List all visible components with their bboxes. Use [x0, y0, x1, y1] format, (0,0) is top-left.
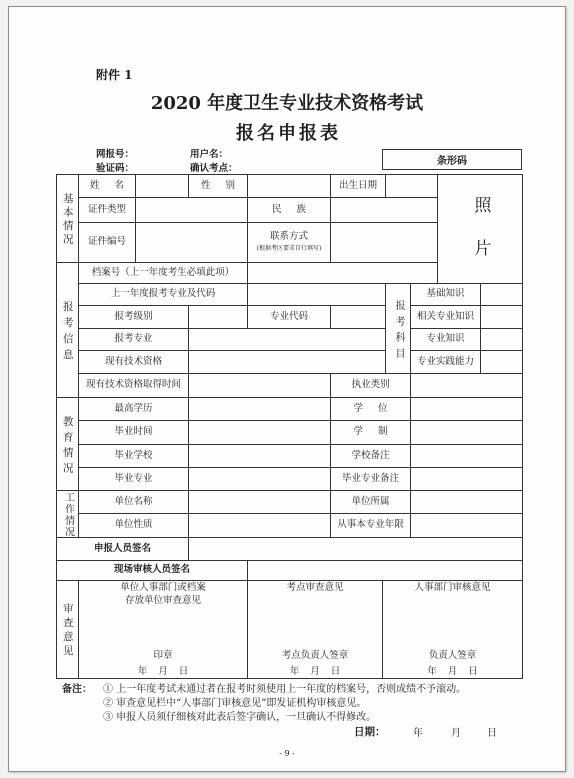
education-right-label: 学 位 [353, 402, 388, 414]
contact-note: (根据考区要求自行填写) [256, 245, 322, 253]
note-item: ① 上一年度考试未通过者在报考时须使用上一年度的档案号，否则成绩不予滚动。 [103, 684, 467, 695]
onsite-reviewer-signature-label-cell [57, 561, 248, 581]
work-left-label-cell [79, 491, 189, 514]
gender-label: 性 别 [200, 179, 236, 191]
verification-code-label: 验证码： [96, 163, 135, 174]
employer-review-cell [79, 581, 248, 679]
onsite-reviewer-signature-label: 现场审核人员签名 [113, 564, 190, 576]
attachment-label: 附件 1 [96, 68, 133, 82]
subject-field [481, 284, 523, 306]
work-left-label: 单位性质 [114, 519, 153, 531]
gender-field [248, 175, 331, 198]
education-left-label: 毕业学校 [114, 449, 153, 461]
hr-review-date: 年 月 日 [427, 666, 478, 677]
ethnicity-label: 民 族 [271, 203, 307, 215]
work-right-field [411, 514, 523, 538]
work-left-field [189, 514, 331, 538]
review-section-label: 审查意见 [61, 603, 74, 660]
work-right-label: 单位所属 [351, 495, 390, 507]
subject-label: 基础知识 [426, 288, 465, 300]
current-qualification-label: 现有技术资格 [104, 355, 162, 367]
level-label-cell [79, 306, 189, 329]
work-right-field [411, 491, 523, 514]
education-right-field [411, 445, 523, 468]
archive-no-label-cell [79, 263, 248, 284]
education-right-label-cell [331, 445, 411, 468]
qualification-date-label-cell [79, 374, 189, 398]
contact-label-cell [248, 223, 331, 263]
hr-review-heading: 人事部门审核意见 [414, 582, 491, 593]
subject-label: 专业实践能力 [416, 355, 474, 367]
practice-category-label: 执业类别 [351, 379, 390, 391]
photo-box [438, 175, 523, 284]
education-left-label: 毕业时间 [114, 426, 153, 438]
applicant-signature-label-cell [57, 538, 189, 561]
subjects-label: 报考科目 [393, 299, 404, 364]
education-left-field [189, 398, 331, 421]
date-year-label: 年 [413, 728, 423, 739]
exam-site-signature-label: 考点负责人签章 [281, 650, 349, 661]
hr-signature-label: 负责人签章 [428, 650, 477, 661]
form-title-line1: 2020 年度卫生专业技术资格考试 [150, 93, 424, 114]
subject-label: 相关专业知识 [416, 310, 474, 322]
applicant-signature-field [189, 538, 523, 561]
education-left-label: 最高学历 [114, 402, 153, 414]
work-left-label-cell [79, 514, 189, 538]
hr-review-cell [383, 581, 523, 679]
education-right-label: 毕业专业备注 [341, 472, 399, 484]
current-qualification-label-cell [79, 351, 189, 374]
work-right-label: 从事本专业年限 [337, 519, 404, 531]
education-right-label-cell [331, 468, 411, 491]
online-registration-no-label: 网报号： [96, 149, 135, 160]
ethnicity-label-cell [248, 198, 331, 223]
name-field [136, 175, 189, 198]
birth-date-label-cell [331, 175, 386, 198]
education-left-label-cell [79, 398, 189, 421]
id-number-field [136, 223, 248, 263]
education-right-label: 学 制 [353, 426, 388, 438]
education-left-label-cell [79, 468, 189, 491]
subject-field [481, 329, 523, 351]
date-month-label: 月 [451, 728, 461, 739]
name-label: 姓 名 [89, 179, 125, 191]
application-section-label: 报考信息 [61, 300, 74, 365]
date-label: 日期： [354, 726, 386, 738]
note-item: ② 审查意见栏中“人事部门审核意见”即发证机构审核意见。 [103, 698, 367, 709]
major-code-label: 专业代码 [269, 310, 308, 322]
major-code-field [331, 306, 386, 329]
subject-label-cell [411, 329, 481, 351]
major-code-label-cell [248, 306, 331, 329]
education-left-label-cell [79, 421, 189, 445]
qualification-date-label: 现有技术资格取得时间 [85, 379, 181, 391]
education-left-field [189, 445, 331, 468]
birth-date-label: 出生日期 [338, 179, 377, 191]
qualification-date-field [189, 374, 331, 398]
application-section-header [57, 263, 79, 398]
work-right-label-cell [331, 514, 411, 538]
practice-category-label-cell [331, 374, 411, 398]
education-right-label-cell [331, 398, 411, 421]
page-number: - 9 - [279, 749, 295, 758]
major-label-cell [79, 329, 189, 351]
barcode-label: 条形码 [437, 156, 467, 167]
subject-label: 专业知识 [426, 333, 465, 345]
username-label: 用户名： [190, 149, 229, 160]
work-left-field [189, 491, 331, 514]
birth-date-field [386, 175, 438, 198]
employer-review-date: 年 月 日 [137, 666, 189, 677]
contact-field [331, 223, 438, 263]
previous-major-field [248, 284, 386, 306]
note-item: ③ 申报人员须仔细核对此表后签字确认，一旦确认不得修改。 [103, 712, 377, 723]
name-label-cell [79, 175, 136, 198]
date-day-label: 日 [487, 728, 497, 739]
major-field [189, 329, 386, 351]
subject-label-cell [411, 306, 481, 329]
education-left-label: 毕业专业 [114, 472, 153, 484]
basic-info-section-label: 基本情况 [61, 193, 74, 247]
education-left-field [189, 468, 331, 491]
current-qualification-field [189, 351, 386, 374]
photo-label: 照片 [470, 196, 491, 282]
education-left-field [189, 421, 331, 445]
contact-label: 联系方式 [269, 231, 308, 243]
gender-label-cell [189, 175, 248, 198]
education-right-label-cell [331, 421, 411, 445]
id-type-label: 证件类型 [87, 203, 126, 215]
applicant-signature-label: 申报人员签名 [93, 542, 151, 554]
ethnicity-field [331, 198, 438, 223]
review-section-header [57, 581, 79, 679]
form-title-line2: 报名申报表 [236, 123, 341, 144]
exam-site-review-heading: 考点审查意见 [286, 582, 344, 593]
notes-label: 备注： [62, 684, 92, 695]
level-field [189, 306, 248, 329]
id-number-label: 证件编号 [87, 236, 126, 248]
subject-field [481, 306, 523, 329]
archive-no-field [248, 263, 438, 284]
archive-no-label: 档案号（上一年度考生必填此项） [91, 266, 235, 278]
education-right-field [411, 398, 523, 421]
id-type-field [136, 198, 248, 223]
work-section-header [57, 491, 79, 538]
education-right-label: 学校备注 [351, 449, 390, 461]
level-label: 报考级别 [114, 310, 153, 322]
work-left-label: 单位名称 [114, 495, 153, 507]
id-number-label-cell [79, 223, 136, 263]
practice-category-field [411, 374, 523, 398]
education-section-label: 教育情况 [61, 415, 74, 478]
education-left-label-cell [79, 445, 189, 468]
employer-review-heading: 单位人事部门或档案 [120, 582, 206, 593]
education-section-header [57, 398, 79, 491]
basic-info-section-header [57, 175, 79, 263]
major-label: 报考专业 [114, 333, 153, 345]
subject-label-cell [411, 351, 481, 374]
previous-major-label-cell [79, 284, 248, 306]
previous-major-label: 上一年度报考专业及代码 [110, 288, 216, 300]
work-right-label-cell [331, 491, 411, 514]
onsite-reviewer-signature-field [248, 561, 523, 581]
subject-label-cell [411, 284, 481, 306]
confirm-exam-site-label: 确认考点： [190, 163, 238, 174]
education-right-field [411, 421, 523, 445]
subjects-header [386, 284, 411, 374]
work-section-label: 工作情况 [62, 491, 74, 538]
education-right-field [411, 468, 523, 491]
registration-form-table [56, 174, 523, 679]
employer-review-heading: 存放单位审查意见 [124, 595, 201, 606]
exam-site-review-date: 年 月 日 [289, 666, 341, 677]
subject-field [481, 351, 523, 374]
exam-site-review-cell [248, 581, 383, 679]
id-type-label-cell [79, 198, 136, 223]
employer-seal-label: 印章 [153, 650, 173, 661]
barcode-box [382, 149, 522, 170]
